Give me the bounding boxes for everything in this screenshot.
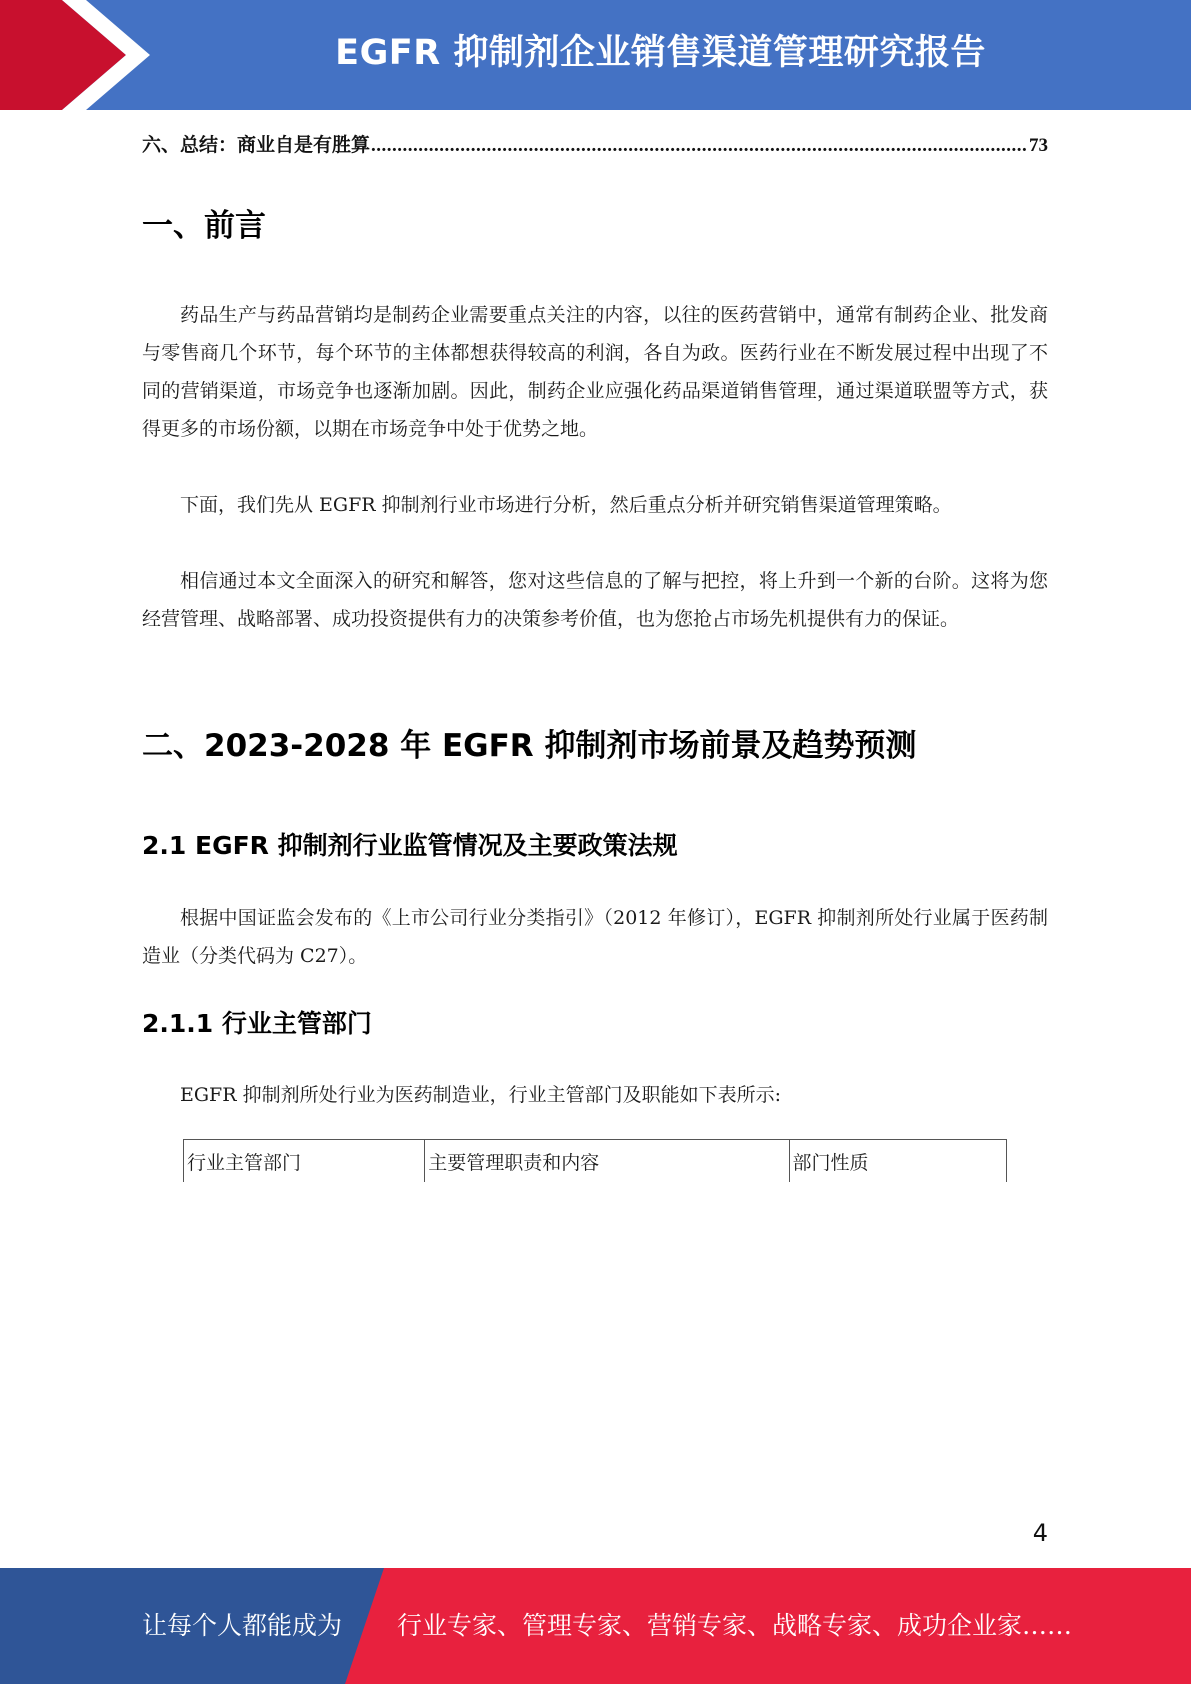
subsection-heading-2-1: 2.1 EGFR 抑制剂行业监管情况及主要政策法规 [142,831,678,860]
subsection-2-1-paragraph: 根据中国证监会发布的《上市公司行业分类指引》（2012 年修订），EGFR 抑制剂所处行业属于医药制造业（分类代码为 C27）。 [142,907,1048,967]
intro-paragraph-2: 下面，我们先从 EGFR 抑制剂行业市场进行分析，然后重点分析并研究销售渠道管理策略。 [180,494,952,516]
section-heading-intro: 一、前言 [142,208,266,244]
subsection-heading-2-1-1: 2.1.1 行业主管部门 [142,1009,372,1038]
intro-paragraph-1: 药品生产与药品营销均是制药企业需要重点关注的内容，以往的医药营销中，通常有制药企业、批发商与零售商几个环节，每个环节的主体都想获得较高的利润，各自为政。医药行业在不断发展过程中出现了不同的营销渠道，市场竞争也逐渐加剧。因此，制药企业应强化药品渠道销售管理，通过渠道联盟等方式，获得更多的市场份额，以期在市场竞争中处于优势之地。 [142,304,1048,440]
toc-entry[interactable] [142,130,1048,157]
header-banner [0,0,1191,110]
table-header-cell: 部门性质 [789,1140,1006,1183]
table-header-cell: 行业主管部门 [184,1140,425,1183]
footer-slogan-right: 行业专家、管理专家、营销专家、战略专家、成功企业家…… [397,1611,1073,1640]
subsection-2-1-1-paragraph: EGFR 抑制剂所处行业为医药制造业，行业主管部门及职能如下表所示: [180,1084,781,1106]
footer-banner [0,1568,1191,1684]
table-header-cell: 主要管理职责和内容 [425,1140,789,1183]
report-title: EGFR 抑制剂企业销售渠道管理研究报告 [335,33,986,73]
page-number: 4 [1032,1519,1048,1547]
toc-entry-label: 六、总结：商业自是有胜算 [142,135,371,156]
section-heading-forecast: 二、2023-2028 年 EGFR 抑制剂市场前景及趋势预测 [142,728,917,764]
toc-leader-dots [371,135,1028,157]
footer-slogan-left: 让每个人都能成为 [142,1611,343,1640]
intro-paragraph-3: 相信通过本文全面深入的研究和解答，您对这些信息的了解与把控，将上升到一个新的台阶。这将为您经营管理、战略部署、成功投资提供有力的决策参考价值，也为您抢占市场先机提供有力的保证。 [142,570,1048,630]
table-header-row [184,1140,1007,1183]
toc-page-number: 73 [1029,135,1048,156]
department-table [183,1139,1007,1182]
